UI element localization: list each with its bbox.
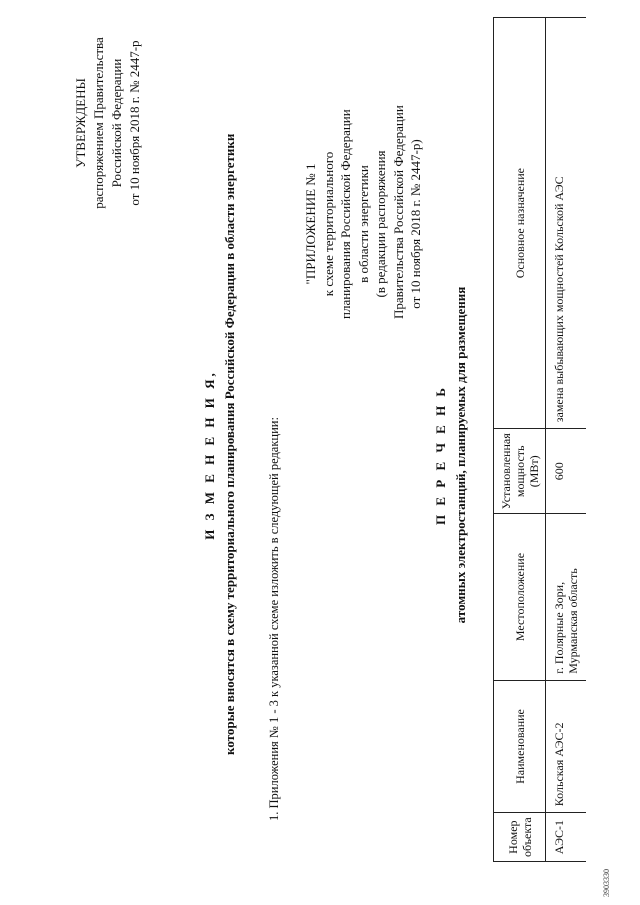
- appendix-line: в области энергетики: [355, 165, 371, 283]
- changes-subtitle: которые вносятся в схему территориального планирования Российской Федерации в области энергетики: [222, 133, 237, 755]
- appendix-line: к схеме территориального: [320, 151, 336, 297]
- appendix-line: "ПРИЛОЖЕНИЕ № 1: [303, 163, 318, 285]
- cell-capacity: 600: [546, 429, 587, 514]
- appendix-line: (в редакции распоряжения: [373, 150, 388, 298]
- cell-purpose: замена выбывающих мощностей Кольской АЭС: [546, 18, 587, 429]
- appendix-block: [302, 105, 425, 319]
- table-header-row: [494, 18, 546, 862]
- header-purpose: Основное назначение: [494, 18, 546, 429]
- table-row: [546, 18, 587, 862]
- cell-name: Кольская АЭС-2: [546, 680, 587, 813]
- approval-date: от 10 ноября 2018 г. № 2447-р: [127, 40, 142, 206]
- header-number: Номер объекта: [494, 813, 546, 862]
- header-location: Местоположение: [494, 514, 546, 680]
- list-title: П Е Р Е Ч Е Н Ь: [433, 384, 448, 526]
- approval-line: распоряжением Правительства: [91, 37, 106, 209]
- document-code: 3903330: [602, 869, 611, 897]
- approval-block: [72, 8, 144, 238]
- appendix-line: Правительства Российской Федерации: [390, 105, 406, 319]
- header-name: Наименование: [494, 680, 546, 813]
- cell-location: г. Полярные Зори, Мурманская область: [546, 514, 587, 680]
- header-capacity: Установленная мощность (МВт): [494, 429, 546, 514]
- changes-title: И З М Е Н Е Н И Я,: [202, 370, 217, 540]
- appendix-line: от 10 ноября 2018 г. № 2447-р): [408, 139, 423, 309]
- list-subtitle: атомных электростанций, планируемых для размещения: [453, 286, 468, 624]
- cell-number: АЭС-1: [546, 813, 587, 862]
- power-plants-table: [493, 17, 586, 862]
- paragraph-1: 1. Приложения № 1 - 3 к указанной схеме изложить в следующей редакции:: [267, 417, 281, 821]
- appendix-line: планирования Российской Федерации: [338, 109, 353, 319]
- approval-title: УТВЕРЖДЕНЫ: [73, 78, 88, 168]
- approval-line: Российской Федерации: [109, 58, 124, 188]
